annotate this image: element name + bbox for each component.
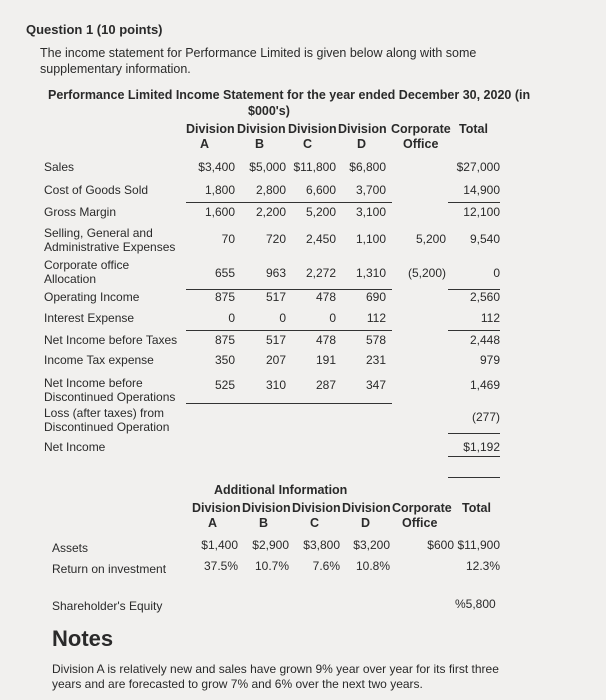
statement-row-label: Selling, General and Administrative Expenses (44, 226, 176, 254)
statement-row-label: Gross Margin (44, 205, 117, 219)
statement-cell: 578 (365, 333, 386, 347)
additional-cell: 7.6% (312, 559, 340, 573)
statement-cell: 1,100 (355, 232, 386, 246)
statement-cell: 478 (315, 333, 336, 347)
header-div-d: Division (338, 122, 387, 136)
add-header-letter-a: A (208, 516, 218, 530)
additional-row-label: Assets (52, 541, 89, 555)
statement-cell: $11,800 (293, 160, 336, 174)
statement-row-label: Income Tax expense (44, 353, 154, 367)
statement-cell: 525 (214, 378, 235, 392)
additional-cell: 12.3% (465, 559, 500, 573)
statement-cell: 2,200 (255, 205, 286, 219)
add-header-div-a: Division (192, 501, 241, 515)
statement-cell: 287 (315, 378, 336, 392)
rule-net-income-top (448, 433, 500, 434)
header-div-c: Division (288, 122, 337, 136)
rule-net-income-double1 (448, 456, 500, 457)
statement-cell: 2,450 (305, 232, 336, 246)
statement-cell: 1,310 (355, 266, 386, 280)
statement-cell: 5,200 (305, 205, 336, 219)
question-title: Question 1 (10 points) (26, 22, 163, 37)
statement-row-label: Sales (44, 160, 75, 174)
additional-cell: 10.8% (355, 559, 390, 573)
add-header-div-b: Division (242, 501, 291, 515)
equity-label: Shareholder's Equity (52, 599, 163, 613)
statement-cell: 875 (214, 333, 235, 347)
notes-text-line1: Division A is relatively new and sales have grown 9% year over year for its first three (52, 662, 499, 676)
add-header-letter-d: D (361, 516, 371, 530)
statement-cell: 9,540 (469, 232, 500, 246)
statement-row-label: Loss (after taxes) from Discontinued Operation (44, 406, 170, 434)
statement-cell: 0 (228, 311, 235, 325)
notes-text-line2: years and are forecasted to grow 7% and 6% over the next two years. (52, 677, 423, 691)
statement-cell: 231 (365, 353, 386, 367)
rule-gross-margin-total (448, 202, 500, 203)
statement-row-label: Corporate office Allocation (44, 258, 130, 286)
rule-net-before-taxes-total (448, 330, 500, 331)
statement-row-label: Net Income (44, 440, 106, 454)
notes-heading: Notes (52, 626, 114, 651)
header-corporate: Corporate (391, 122, 451, 136)
statement-cell: 517 (265, 290, 286, 304)
add-header-div-c: Division (292, 501, 341, 515)
header-div-b: Division (237, 122, 286, 136)
header-letter-c: C (303, 137, 313, 151)
add-header-total: Total (462, 501, 491, 515)
statement-cell: 1,469 (469, 378, 500, 392)
statement-cell: 347 (365, 378, 386, 392)
statement-cell: 0 (279, 311, 286, 325)
statement-cell: 963 (265, 266, 286, 280)
statement-cell: $6,800 (349, 160, 386, 174)
rule-net-before-disc (186, 403, 392, 404)
statement-row-label: Interest Expense (44, 311, 135, 325)
header-letter-d: D (357, 137, 367, 151)
add-header-corporate: Corporate (392, 501, 452, 515)
additional-cell: $600 (427, 538, 454, 552)
statement-cell: 310 (265, 378, 286, 392)
statement-cell: 478 (315, 290, 336, 304)
statement-cell: $27,000 (456, 160, 500, 174)
statement-row-label: Net Income before Taxes (44, 333, 178, 347)
statement-cell: 1,600 (204, 205, 235, 219)
rule-operating-income (186, 289, 392, 290)
statement-cell: 0 (329, 311, 336, 325)
statement-cell: 875 (214, 290, 235, 304)
additional-cell: $1,400 (201, 538, 238, 552)
statement-cell: 3,700 (355, 183, 386, 197)
rule-operating-income-total (448, 289, 500, 290)
statement-cell: 6,600 (305, 183, 336, 197)
statement-cell: $1,192 (463, 440, 500, 454)
header-total: Total (459, 122, 488, 136)
statement-cell: 2,272 (305, 266, 336, 280)
add-header-office: Office (402, 516, 438, 530)
statement-cell: (5,200) (407, 266, 446, 280)
additional-cell: $3,200 (353, 538, 390, 552)
statement-cell: $3,400 (198, 160, 235, 174)
statement-title-line1: Performance Limited Income Statement for the year ended December 30, 2020 (in (48, 88, 531, 102)
statement-cell: 0 (493, 266, 500, 280)
add-header-letter-c: C (310, 516, 320, 530)
rule-gross-margin (186, 202, 392, 203)
statement-cell: $5,000 (249, 160, 286, 174)
statement-row-label: Net Income before Discontinued Operations (44, 376, 176, 404)
statement-title-line2: $000's) (248, 104, 290, 118)
header-div-a: Division (186, 122, 235, 136)
statement-cell: 2,448 (469, 333, 500, 347)
add-header-div-d: Division (342, 501, 391, 515)
additional-cell: 37.5% (203, 559, 238, 573)
statement-cell: 207 (265, 353, 286, 367)
question-intro-line2: supplementary information. (40, 62, 191, 76)
add-header-letter-b: B (259, 516, 269, 530)
statement-cell: 112 (480, 311, 500, 325)
additional-row-label: Return on investment (52, 562, 167, 576)
statement-cell: 12,100 (463, 205, 500, 219)
statement-cell: 350 (214, 353, 235, 367)
statement-cell: 191 (315, 353, 336, 367)
header-letter-a: A (200, 137, 210, 151)
statement-cell: 14,900 (463, 183, 500, 197)
statement-cell: 2,560 (469, 290, 500, 304)
statement-row-label: Cost of Goods Sold (44, 183, 149, 197)
statement-cell: 5,200 (415, 232, 446, 246)
statement-cell: 517 (265, 333, 286, 347)
statement-cell: 655 (214, 266, 235, 280)
statement-cell: 3,100 (355, 205, 386, 219)
header-letter-b: B (255, 137, 265, 151)
statement-cell: 690 (365, 290, 386, 304)
statement-row-label: Operating Income (44, 290, 140, 304)
statement-cell: 979 (479, 353, 500, 367)
rule-net-income-double2 (448, 477, 500, 478)
statement-cell: 720 (265, 232, 286, 246)
rule-net-before-taxes (186, 330, 392, 331)
statement-cell: 112 (366, 311, 386, 325)
statement-cell: 2,800 (255, 183, 286, 197)
statement-cell: (277) (471, 410, 500, 424)
question-intro-line1: The income statement for Performance Limited is given below along with some (40, 46, 477, 60)
additional-cell: $3,800 (303, 538, 340, 552)
statement-cell: 70 (221, 232, 235, 246)
additional-cell: $11,900 (457, 538, 500, 552)
equity-value: %5,800 (455, 597, 496, 611)
additional-cell: $2,900 (252, 538, 289, 552)
header-office: Office (403, 137, 439, 151)
statement-cell: 1,800 (204, 183, 235, 197)
additional-cell: 10.7% (254, 559, 289, 573)
additional-title: Additional Information (214, 483, 348, 497)
